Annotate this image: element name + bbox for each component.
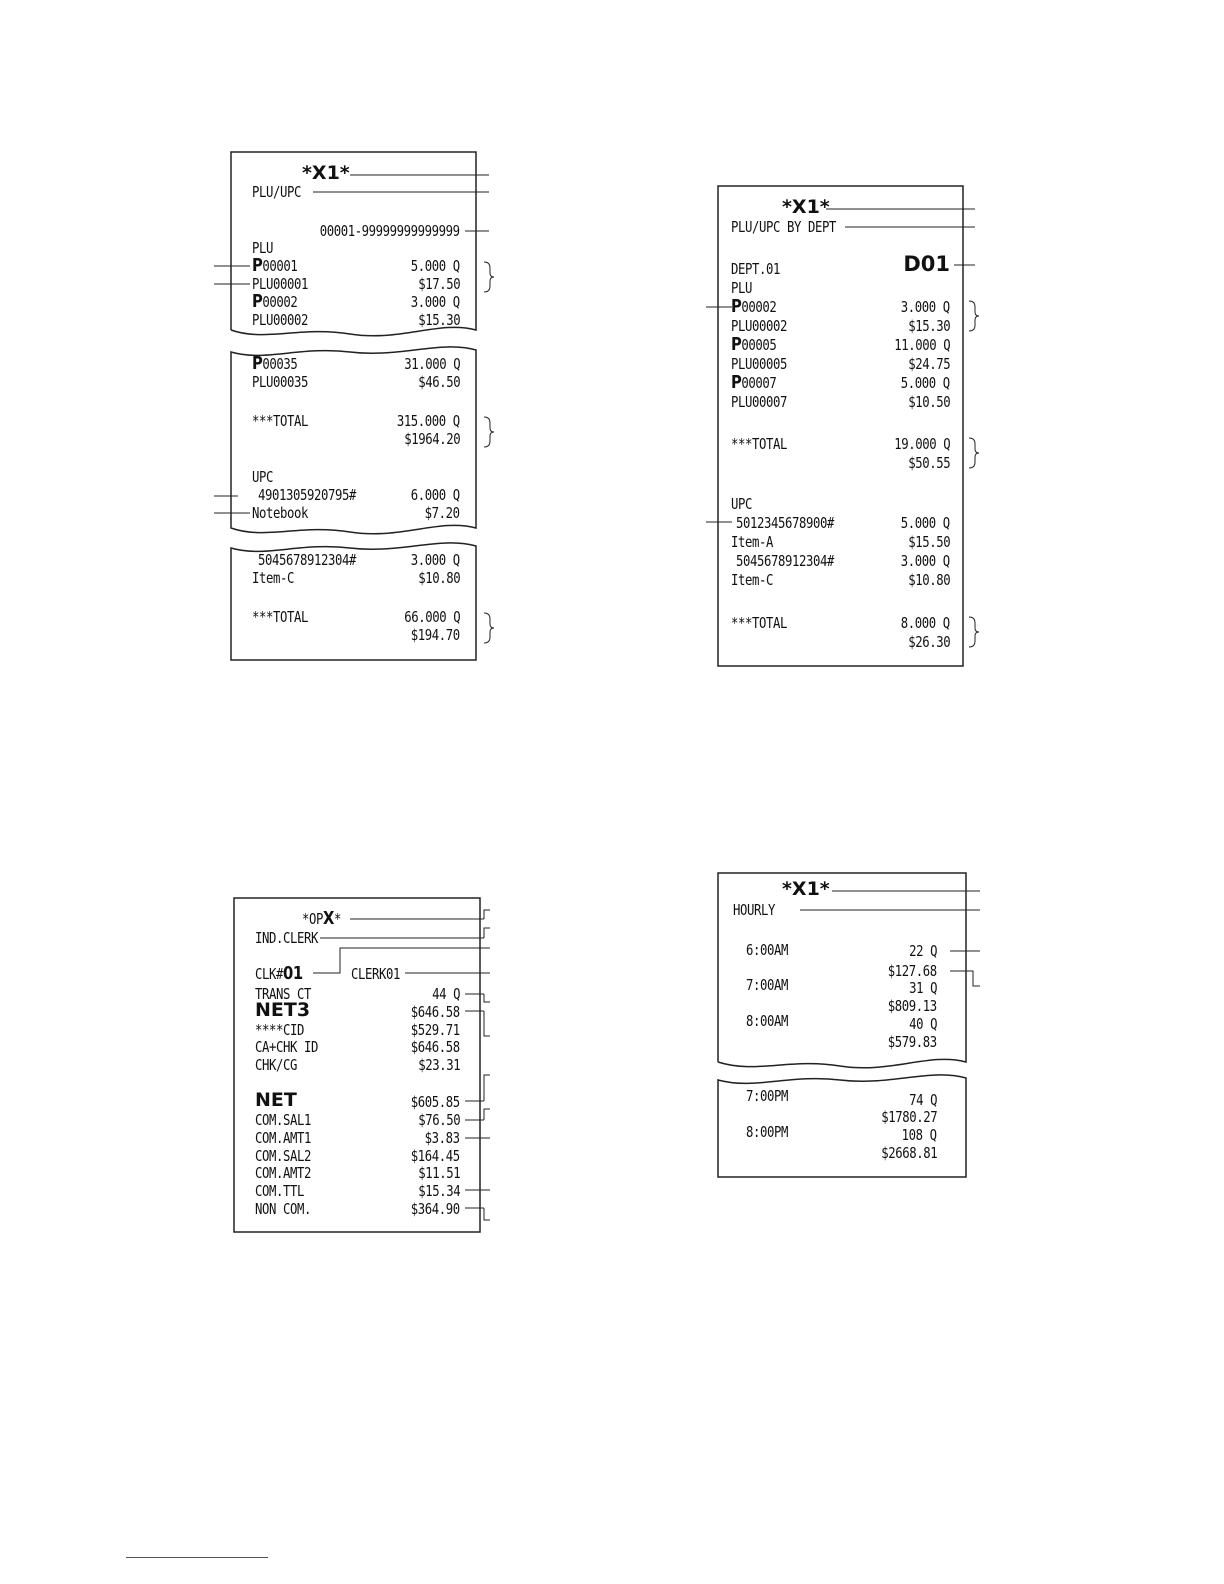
receipt2-header: *X1* xyxy=(782,196,830,218)
receipt1-total2-amt: $194.70 xyxy=(411,626,460,644)
receipt1-upc-amt-2: $10.80 xyxy=(418,569,460,587)
receipt1-upc-code-1: 4901305920795# xyxy=(258,486,356,504)
receipt4-title: HOURLY xyxy=(733,901,775,919)
receipt4-qty-4: 74 Q xyxy=(909,1091,937,1109)
receipt2-plu-name-1: PLU00002 xyxy=(731,317,787,335)
receipt4-amt-4: $1780.27 xyxy=(881,1108,937,1126)
receipt4-amt-2: $809.13 xyxy=(888,997,937,1015)
receipt2-upc-qty-1: 5.000 Q xyxy=(901,514,950,532)
receipt3-line-label: COM.AMT1 xyxy=(255,1129,311,1147)
receipt3-line-label: COM.TTL xyxy=(255,1182,304,1200)
receipt4-time-3: 8:00AM xyxy=(746,1012,788,1030)
receipt1-plu-name-35: PLU00035 xyxy=(252,373,308,391)
receipt1-upc-name-2: Item-C xyxy=(252,569,294,587)
receipt3-line-value: $529.71 xyxy=(411,1021,460,1039)
receipt1-total2-label: ***TOTAL xyxy=(252,608,308,626)
receipt4-time-1: 6:00AM xyxy=(746,941,788,959)
receipt3-line-value: $646.58 xyxy=(411,1038,460,1056)
receipt2-upc-code-1: 5012345678900# xyxy=(736,514,834,532)
receipt2-upc-code-2: 5045678912304# xyxy=(736,552,834,570)
receipt3-line-value: $3.83 xyxy=(425,1129,460,1147)
receipt3-clerk-name: CLERK01 xyxy=(351,965,400,983)
receipt3-net-label: NET xyxy=(255,1089,297,1111)
receipt1-title: PLU/UPC xyxy=(252,183,301,201)
receipt1-plu-qty-35: 31.000 Q xyxy=(404,355,460,373)
receipt3-line-label: COM.AMT2 xyxy=(255,1164,311,1182)
receipt1-plu-qty-1: 5.000 Q xyxy=(411,257,460,275)
receipt4-qty-2: 31 Q xyxy=(909,979,937,997)
receipt2-total2-label: ***TOTAL xyxy=(731,614,787,632)
receipt4-amt-3: $579.83 xyxy=(888,1033,937,1051)
receipt4-amt-1: $127.68 xyxy=(888,962,937,980)
receipt1-plu-code-2: P00002 xyxy=(252,291,298,312)
receipt3-line-label: CHK/CG xyxy=(255,1056,297,1074)
receipt4-time-4: 7:00PM xyxy=(746,1087,788,1105)
receipt3-line-label: TRANS CT xyxy=(255,985,311,1003)
receipt1-upc-qty-1: 6.000 Q xyxy=(411,486,460,504)
receipt2-upc-amt-2: $10.80 xyxy=(908,571,950,589)
receipt1-upc-name-1: Notebook xyxy=(252,504,308,522)
receipt2-dept-code: D01 xyxy=(903,252,950,276)
receipt4-qty-5: 108 Q xyxy=(902,1126,937,1144)
receipt1-header: *X1* xyxy=(302,162,350,184)
receipt1-plu-name-2: PLU00002 xyxy=(252,311,308,329)
receipt3-line-value: $364.90 xyxy=(411,1200,460,1218)
receipt4-header: *X1* xyxy=(782,878,830,900)
receipt1-plu-code-35: P00035 xyxy=(252,353,298,374)
receipt3-line-label: ****CID xyxy=(255,1021,304,1039)
receipt2-plu-name-2: PLU00005 xyxy=(731,355,787,373)
receipt2-total2-amt: $26.30 xyxy=(908,633,950,651)
receipt2-plu-amt-1: $15.30 xyxy=(908,317,950,335)
receipt3-line-label: COM.SAL1 xyxy=(255,1111,311,1129)
receipt3-title: IND.CLERK xyxy=(255,929,318,947)
receipt4-time-5: 8:00PM xyxy=(746,1123,788,1141)
receipt3-line-value: $23.31 xyxy=(418,1056,460,1074)
receipt1-total-amt: $1964.20 xyxy=(404,430,460,448)
receipt1-total-qty: 315.000 Q xyxy=(397,412,460,430)
receipt2-dept: DEPT.01 xyxy=(731,260,780,278)
receipt2-plu-qty-1: 3.000 Q xyxy=(901,298,950,316)
receipt2-plu-amt-2: $24.75 xyxy=(908,355,950,373)
receipt1-upc-qty-2: 3.000 Q xyxy=(411,551,460,569)
receipt3-line-label: CA+CHK ID xyxy=(255,1038,318,1056)
receipt1-upc-heading: UPC xyxy=(252,468,273,486)
receipt2-upc-name-1: Item-A xyxy=(731,533,773,551)
receipt2-total2-qty: 8.000 Q xyxy=(901,614,950,632)
receipt3-line-value: 44 Q xyxy=(432,985,460,1003)
receipt2-total-qty: 19.000 Q xyxy=(894,435,950,453)
receipt3-line-label: NON COM. xyxy=(255,1200,311,1218)
receipt2-upc-heading: UPC xyxy=(731,495,752,513)
receipt3-line-value: $76.50 xyxy=(418,1111,460,1129)
receipt4-qty-3: 40 Q xyxy=(909,1015,937,1033)
receipt1-plu-code-1: P00001 xyxy=(252,255,298,276)
receipt3-line-value: $605.85 xyxy=(411,1093,460,1111)
receipt2-plu-name-3: PLU00007 xyxy=(731,393,787,411)
footnote-rule xyxy=(126,1557,268,1558)
receipt2-plu-heading: PLU xyxy=(731,279,752,297)
receipt2-upc-qty-2: 3.000 Q xyxy=(901,552,950,570)
receipt4-qty-1: 22 Q xyxy=(909,942,937,960)
receipt3-line-value: $646.58 xyxy=(411,1003,460,1021)
receipt4-amt-5: $2668.81 xyxy=(881,1144,937,1162)
receipt1-plu-amt-2: $15.30 xyxy=(418,311,460,329)
receipt2-plu-qty-2: 11.000 Q xyxy=(894,336,950,354)
receipt1-upc-code-2: 5045678912304# xyxy=(258,551,356,569)
receipt2-upc-name-2: Item-C xyxy=(731,571,773,589)
receipt2-upc-amt-1: $15.50 xyxy=(908,533,950,551)
receipt2-plu-code-3: P00007 xyxy=(731,372,777,393)
receipt1-plu-name-1: PLU00001 xyxy=(252,275,308,293)
receipt1-total-label: ***TOTAL xyxy=(252,412,308,430)
receipt2-plu-code-1: P00002 xyxy=(731,296,777,317)
receipt3-line-value: $15.34 xyxy=(418,1182,460,1200)
receipt3-line-label: COM.SAL2 xyxy=(255,1147,311,1165)
receipt1-upc-amt-1: $7.20 xyxy=(425,504,460,522)
receipt2-total-amt: $50.55 xyxy=(908,454,950,472)
receipt1-plu-amt-35: $46.50 xyxy=(418,373,460,391)
receipt2-plu-qty-3: 5.000 Q xyxy=(901,374,950,392)
receipt2-plu-amt-3: $10.50 xyxy=(908,393,950,411)
receipt3-line-value: $164.45 xyxy=(411,1147,460,1165)
receipt4-time-2: 7:00AM xyxy=(746,976,788,994)
receipt3-header: *OPX* xyxy=(302,908,341,929)
receipt1-plu-amt-1: $17.50 xyxy=(418,275,460,293)
receipt3-line-value: $11.51 xyxy=(418,1164,460,1182)
receipt3-clerk-number: CLK#01 xyxy=(255,963,303,984)
receipt2-plu-code-2: P00005 xyxy=(731,334,777,355)
receipt3-net3-label: NET3 xyxy=(255,999,311,1021)
receipt2-total-label: ***TOTAL xyxy=(731,435,787,453)
receipt1-plu-qty-2: 3.000 Q xyxy=(411,293,460,311)
receipt2-title: PLU/UPC BY DEPT xyxy=(731,218,836,236)
receipt1-total2-qty: 66.000 Q xyxy=(404,608,460,626)
receipt1-plu-heading: PLU xyxy=(252,239,273,257)
receipt1-range: 00001-99999999999999 xyxy=(320,222,460,240)
